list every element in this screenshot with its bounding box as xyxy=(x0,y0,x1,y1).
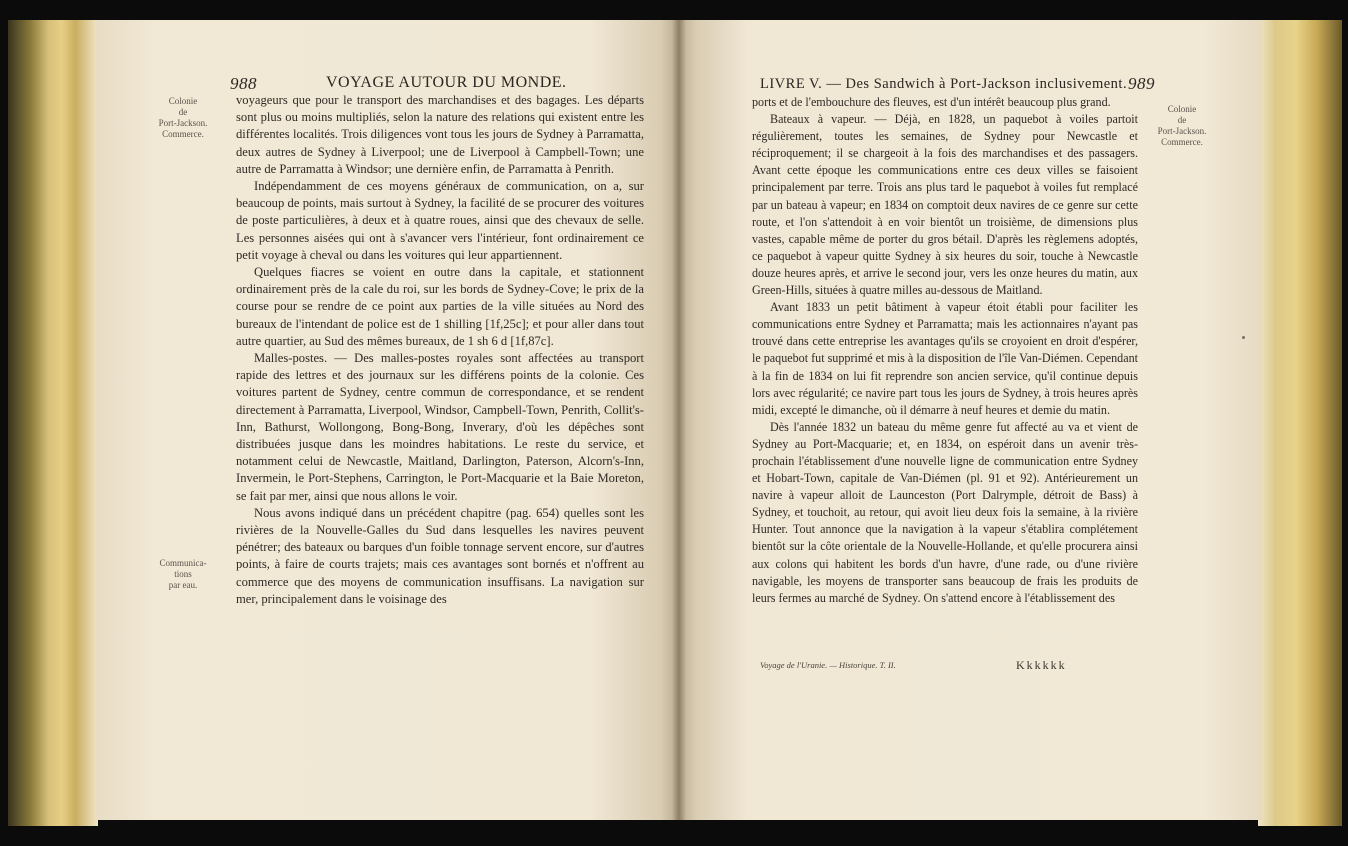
left-margin-note-communications xyxy=(150,558,216,591)
paragraph: Avant 1833 un petit bâtiment à vapeur étoit établi pour faciliter les communications entre Sydney et Parramatta; mais les actionnaires n'ayant pas trouvé dans cette entreprise les avantages qu'ils se croyoient en droit d'espérer, le paquebot fut supprimé et mis à la disposition de l'île Van-Diémen. Cependant à la fin de 1834 on lui fit reprendre son ancien service, qu'il continue depuis lors avec régularité; ce navire part tous les jours de Sydney, à trois heures après midi, excepté le dimanche, où il démarre à neuf heures et demie du matin. xyxy=(752,300,1138,417)
paragraph: voyageurs que pour le transport des marchandises et des bagages. Les départs sont plus ou moins multipliés, selon la nature des relations qui existent entre les différentes localités. Trois diligences vont tous les jours de Sydney à Parramatta, deux autres de Sydney à Liverpool; une de Liverpool à Campbell-Town; une autre de Parramatta à Windsor; une dernière enfin, de Parramatta à Penrith. xyxy=(236,93,644,176)
paragraph: ports et de l'embouchure des fleuves, est d'un intérêt beaucoup plus grand. xyxy=(752,95,1111,109)
paragraph: Quelques fiacres se voient en outre dans la capitale, et stationnent ordinairement près de la cale du roi, sur les bords de Sydney-Cove; le prix de la course pour se rendre de ce point aux parties de la ville situées au Nord des bureaux de l'intendant de police est de 1 shilling [1f,25c]; et pour aller dans tout autre quartier, au Sud des mêmes bureaux, de 1 sh 6 d [1f,87c]. xyxy=(236,265,644,348)
right-running-head: LIVRE V. — Des Sandwich à Port-Jackson inclusivement. xyxy=(760,76,1128,92)
page-footer: Voyage de l'Uranie. — Historique. T. II. xyxy=(760,660,896,670)
left-body-text xyxy=(236,92,644,608)
book-gutter xyxy=(672,20,686,820)
left-running-head: VOYAGE AUTOUR DU MONDE. xyxy=(326,74,567,91)
right-page-edges xyxy=(1258,20,1342,826)
margin-line: de xyxy=(1177,115,1187,125)
margin-line: par eau. xyxy=(168,580,198,590)
paragraph: Bateaux à vapeur. — Déjà, en 1828, un paquebot à voiles partoit régulièrement, toutes les semaines, de Sydney pour Newcastle et réciproquement; il se chargeoit à la fois des marchandises et des passagers. Avant cette époque les communications entre ces deux villes se faisoient principalement par terre. Trois ans plus tard le paquebot à voiles fut remplacé par un bateau à vapeur; en 1834 on comptoit deux navires de ce genre sur cette route, et l'on s'attendoit à en voir bientôt un troisième, de dimensions plus vastes, capable même de porter du gros bétail. D'après les règlemens adoptés, ce paquebot à vapeur quitte Sydney à six heures du soir, touche à Newcastle douze heures après, et arrive le second jour, vers les onze heures du matin, aux Green-Hills, situées à quatre milles au-dessous de Maitland. xyxy=(752,112,1138,298)
left-margin-note-colonie xyxy=(150,96,216,140)
margin-line: de xyxy=(178,107,188,117)
paragraph: Nous avons indiqué dans un précédent chapitre (pag. 654) quelles sont les rivières de la Nouvelle-Galles du Sud dans lesquelles les navires peuvent pénétrer; des bateaux ou barques d'un foible tonnage servent encore, sur d'autres points, à faire de courts trajets; mais ces avantages sont bornés et n'offrent au commerce que des moyens de communication insuffisans. La navigation sur mer, principalement dans le voisinage des xyxy=(236,505,644,606)
paragraph: Indépendamment de ces moyens généraux de communication, on a, sur beaucoup de points, mais surtout à Sydney, la facilité de se procurer des voitures de poste particulières, à deux et à quatre roues, ainsi que des chevaux de selle. Les personnes aisées qui ont à s'avancer vers l'intérieur, font ordinairement ce petit voyage à cheval ou dans les voitures qui leur appartiennent. xyxy=(236,179,644,262)
margin-line: Colonie xyxy=(1167,104,1197,114)
left-page-edges xyxy=(8,20,98,826)
right-margin-note-colonie xyxy=(1142,104,1222,148)
margin-line: Commerce. xyxy=(1161,137,1203,147)
margin-line: Colonie xyxy=(168,96,198,106)
left-page-number: 988 xyxy=(230,74,257,93)
right-body-text xyxy=(752,94,1138,607)
margin-line: Communica- xyxy=(159,558,207,568)
margin-line: Port-Jackson. xyxy=(158,118,208,128)
margin-line: tions xyxy=(174,569,192,579)
page-speck xyxy=(1242,336,1245,339)
margin-line: Port-Jackson. xyxy=(1157,126,1207,136)
signature-mark: Kkkkkk xyxy=(1016,658,1067,672)
margin-line: Commerce. xyxy=(162,129,204,139)
paragraph: Dès l'année 1832 un bateau du même genre fut affecté au va et vient de Sydney au Port-Macquarie; et, en 1834, on espéroit dans un avenir très-prochain l'établissement d'une nouvelle ligne de communication entre Sydney et Hobart-Town, capitale de Van-Diémen (pl. 91 et 92). Antérieurement un navire à vapeur alloit de Launceston (Port Dalrymple, détroit de Bass) à Sydney, et touchoit, au retour, qui avoit lieu deux fois la semaine, à la rivière Hunter. Tout annonce que la navigation à la vapeur s'établira complétement bientôt sur la côte orientale de la Nouvelle-Hollande, et qu'elle procurera ainsi aux colons qui habitent les bords d'un havre, d'une rade, ou d'une rivière navigable, les moyens de transporter sans beaucoup de frais les produits de leurs fermes au marché de Sydney. On s'attend encore à l'établissement des xyxy=(752,419,1138,605)
right-page-number: 989 xyxy=(1128,74,1155,93)
paragraph: Malles-postes. — Des malles-postes royales sont affectées au transport rapide des lettres et des journaux sur les différens points de la colonie. Ces voitures partent de Sydney, centre commun de correspondance, et se rendent directement à Parramatta, Liverpool, Windsor, Campbell-Town, Penrith, Collit's-Inn, Bathurst, Wollongong, Bong-Bong, Inverary, d'où les dépêches sont distribuées jusque dans les moindres habitations. Le reste du service, et notamment celui de Newcastle, Maitland, Darlington, Paterson, Alcorn's-Inn, Invermein, le Port-Stephens, Carrington, le Port-Macquarie et la Baie Moreton, se fait par mer, ainsi que nous allons le voir. xyxy=(236,351,644,503)
